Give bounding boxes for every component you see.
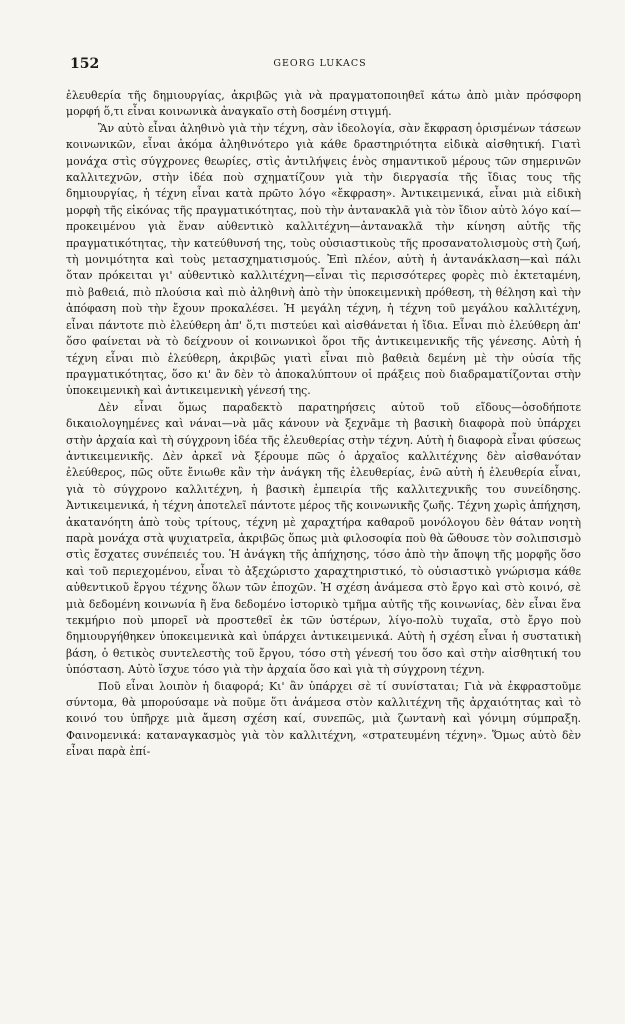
body-text	[66, 88, 581, 761]
paragraph-4: Ποῦ εἶναι λοιπὸν ἡ διαφορά; Κι' ἂν ὑπάρχει σὲ τί συνίσταται; Γιὰ νὰ ἐκφραστοῦμε σύντομα, θὰ μπορούσαμε νὰ ποῦμε ὅτι ἀνάμεσα στὸν καλλιτέχνη τῆς ἀρχαιότητας καὶ τὸ κοινό του ὑπῆρχε μιὰ ἄμεση σχέση καί, συνεπῶς, μιὰ ζωντανὴ καὶ γόνιμη σύμπραξη. Φαινομενικά: καταναγκασμὸς γιὰ τὸν καλλιτέχνη, «στρατευμένη τέχνη». Ὅμως αὐτὸ δὲν εἶναι παρὰ ἐπί-	[66, 679, 581, 759]
paragraph-1: ἐλευθερία τῆς δημιουργίας, ἀκριβῶς γιὰ νὰ πραγματοποιηθεῖ κάτω ἀπὸ μιὰν πρόσφορη μορφή ὅ,τι εἶναι κοινωνικὰ ἀναγκαῖο στὴ δοσμένη στιγμή.	[66, 89, 581, 119]
running-head: GEORG LUKACS	[273, 58, 367, 69]
page-header	[70, 56, 570, 74]
paragraph-3: Δὲν εἶναι ὅμως παραδεκτὸ παρατηρήσεις αὐτοῦ τοῦ εἴδους—ὁσοδήποτε δικαιολογημένες καὶ νάναι—νὰ μᾶς κάνουν νὰ ξεχνᾶμε τὴ βασικὴ διαφορὰ ποὺ ὑπάρχει στὴν ἀρχαία καὶ τὴ σύγχρονη ἰδέα τῆς ἐλευθερίας στὴν τέχνη. Αὐτὴ ἡ διαφορὰ εἶναι φύσεως ἀντικειμενικῆς. Δὲν ἀρκεῖ νὰ ξέρουμε πῶς ὁ ἀρχαῖος καλλιτέχνης δὲν αἰσθανόταν ἐλεύθερος, πῶς οὔτε ἔνιωθε κἂν τὴν ἀνάγκη τῆς ἐλευθερίας, ἐνῶ αὐτὴ ἡ ἐλευθερία εἶναι, γιὰ τὸ σύγχρονο καλλιτέχνη, ἡ βασικὴ ἐμπειρία τῆς καλλιτεχνικῆς του συνείδησης. Ἀντικειμενικά, ἡ τέχνη ἀποτελεῖ πάντοτε μέρος τῆς κοινωνικῆς ζωῆς. Τέχνη χωρὶς ἀπήχηση, ἀκατανόητη ἀπὸ τοὺς τρίτους, τέχνη μὲ χαραχτήρα καθαροῦ μονόλογου δὲν θάταν νοητὴ παρὰ μονάχα στὰ ψυχιατρεῖα, ἀκριβῶς ὅπως μιὰ φιλοσοφία ποὺ θὰ ὤθουσε τὸν σολιπσισμὸ στὶς ἔσχατες συνέπειές του. Ἡ ἀνάγκη τῆς ἀπήχησης, τόσο ἀπὸ τὴν ἄποψη τῆς μορφῆς ὅσο καὶ τοῦ περιεχομένου, εἶναι τὸ ἀξεχώριστο χαραχτηριστικό, τὸ οὐσιαστικὸ γνώρισμα κάθε αὐθεντικοῦ ἔργου τέχνης ὅλων τῶν ἐποχῶν. Ἡ σχέση ἀνάμεσα στὸ ἔργο καὶ στὸ κοινό, σὲ μιὰ δεδομένη κοινωνία ἢ ἕνα δεδομένο ἱστορικὸ τμῆμα αὐτῆς τῆς κοινωνίας, δὲν εἶναι ἕνα τεκμήριο ποὺ μπορεῖ νὰ προστεθεῖ ἐκ τῶν ὑστέρων, λίγο-πολὺ τυχαῖα, στὸ ἔργο ποὺ δημιουργήθηκεν ὑποκειμενικὰ καὶ ὑπάρχει ἀντικειμενικά. Αὐτὴ ἡ σχέση εἶναι ἡ συστατικὴ βάση, ὁ θετικὸς συντελεστὴς τοῦ ἔργου, τόσο στὴ γένεσή του ὅσο καὶ στὴν αἰσθητική του ὑπόσταση. Αὐτὸ ἴσχυε τόσο γιὰ τὴν ἀρχαία ὅσο καὶ γιὰ τὴ σύγχρονη τέχνη.	[66, 400, 581, 677]
page-number: 152	[70, 56, 100, 72]
paragraph-2: Ἂν αὐτὸ εἶναι ἀληθινὸ γιὰ τὴν τέχνη, σὰν ἰδεολογία, σὰν ἔκφραση ὁρισμένων τάσεων κοινωνικῶν, εἶναι ἀκόμα ἀληθινότερο γιὰ κάθε δραστηριότητα εἰδικὰ αἰσθητική. Γιατὶ μονάχα στὶς σύγχρονες θεωρίες, στὶς ἀντιλήψεις ἑνὸς σημαντικοῦ μέρους τῶν σημερινῶν καλλιτεχνῶν, στὴν ἰδέα ποὺ σχηματίζουν γιὰ τὴν διεργασία τῆς ἴδιας τους τῆς δημιουργίας, ἡ τέχνη εἶναι κατὰ πρῶτο λόγο «ἔκφραση». Ἀντικειμενικά, εἶναι μιὰ εἰδικὴ μορφὴ τῆς εἰκόνας τῆς πραγματικότητας, ποὺ τὴν ἀντανακλᾶ γιὰ τὸν ἴδιον αὐτὸ λόγο καί—προκειμένου γιὰ ἕναν αὐθεντικὸ καλλιτέχνη—ἀντανακλᾶ τὴν κίνηση αὐτῆς τῆς πραγματικότητας, τὴν κατεύθυνσή της, τοὺς οὐσιαστικοὺς τῆς προσανατολισμοὺς στὴ ζωή, τὴ μονιμότητα καὶ τοὺς μετασχηματισμούς. Ἐπὶ πλέον, αὐτὴ ἡ ἀντανάκλαση—καὶ πάλι ὅταν πρόκειται γι' αὐθεντικὸ καλλιτέχνη—εἶναι τὶς περισσότερες φορὲς πιὸ ἐκτεταμένη, πιὸ βαθειά, πιὸ πλούσια καὶ πιὸ ἀληθινὴ ἀπὸ τὴν ὑποκειμενικὴ πρόθεση, τὴ θέληση καὶ τὴν ἀπόφαση ποὺ τὴν ἔχουν προκαλέσει. Ἡ μεγάλη τέχνη, ἡ τέχνη τοῦ μεγάλου καλλιτέχνη, εἶναι πάντοτε πιὸ ἐλεύθερη ἀπ' ὅ,τι πιστεύει καὶ αἰσθάνεται ἡ ἴδια. Εἶναι πιὸ ἐλεύθερη ἀπ' ὅσο φαίνεται νὰ τὸ δείχνουν οἱ κοινωνικοὶ ὅροι τῆς ἀντικειμενικῆς τῆς γένεσης. Αὐτὴ ἡ τέχνη εἶναι πιὸ ἐλεύθερη, ἀκριβῶς γιατὶ εἶναι πιὸ βαθειὰ δεμένη μὲ τὴν οὐσία τῆς πραγματικότητας, ὅσο κι' ἂν δὲν τὸ ἀποκαλύπτουν οἱ πράξεις ποὺ διαδραματίζονται στὴν ὑποκειμενικὴ καὶ ἀντικειμενικὴ γένεσή της.	[66, 121, 581, 398]
